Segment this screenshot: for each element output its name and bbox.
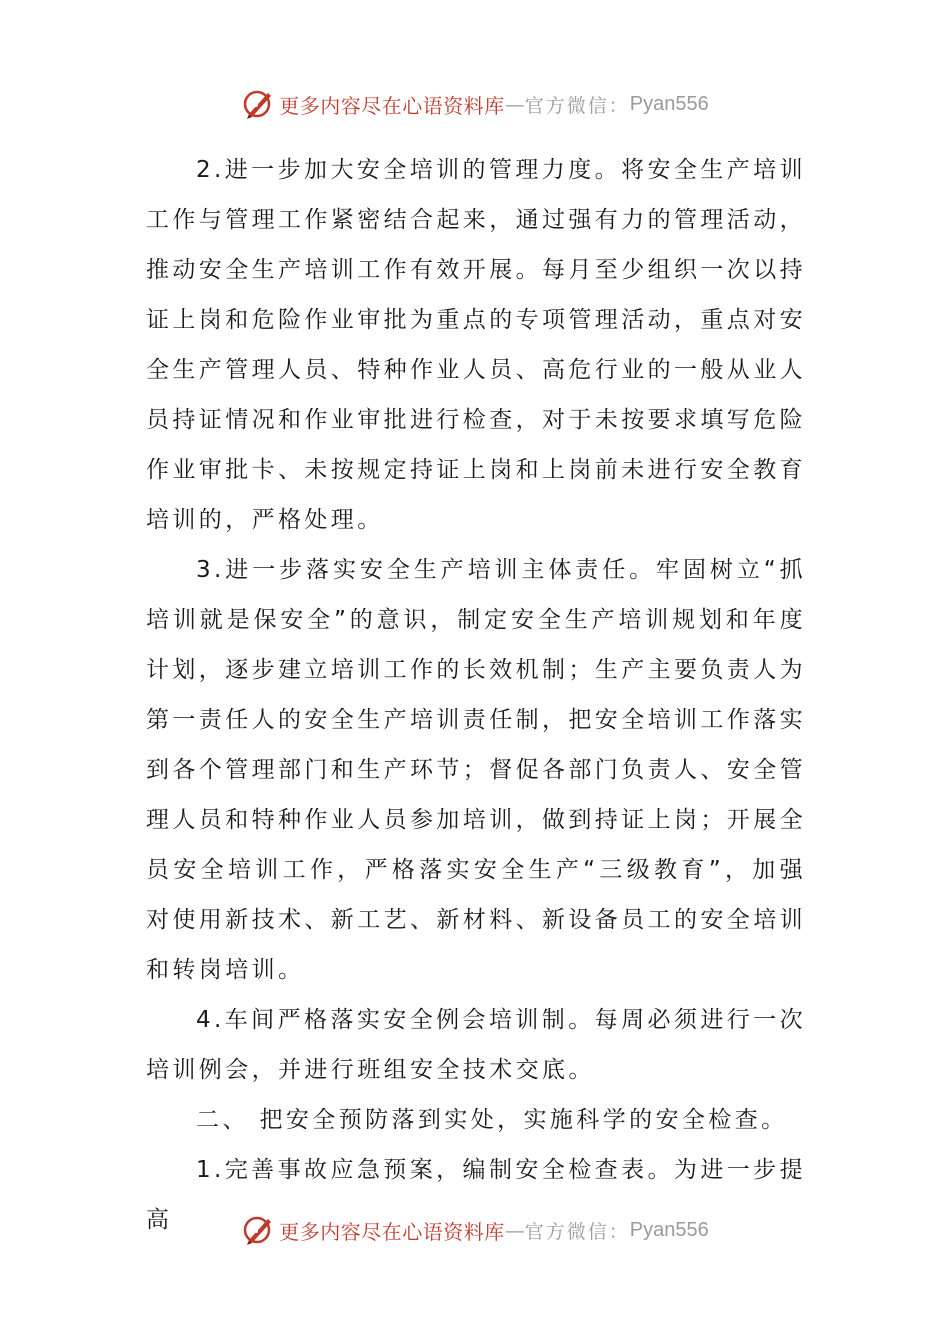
watermark-main-text: 更多内容尽在心语资料库 bbox=[279, 1219, 505, 1244]
paragraph-2: 3.进一步落实安全生产培训主体责任。牢固树立“抓培训就是保安全”的意识，制定安全生产培训规划和年度计划，逐步建立培训工作的长效机制；生产主要负责人为第一责任人的安全生产培训责任制，把安全培训工作落实到各个管理部门和生产环节；督促各部门负责人、安全管理人员和特种作业人员参加培训，做到持证上岗；开展全员安全培训工作，严格落实安全生产“三级教育”，加强对使用新技术、新工艺、新材料、新设备员工的安全培训和转岗培训。 bbox=[146, 557, 806, 983]
paragraph-1: 2.进一步加大安全培训的管理力度。将安全生产培训工作与管理工作紧密结合起来，通过强有力的管理活动，推动安全生产培训工作有效开展。每月至少组织一次以持证上岗和危险作业审批为重点的专项管理活动，重点对安全生产管理人员、特种作业人员、高危行业的一般从业人员持证情况和作业审批进行检查，对于未按要求填写危险作业审批卡、未按规定持证上岗和上岗前未进行安全教育培训的，严格处理。 bbox=[146, 157, 806, 533]
watermark-main-text: 更多内容尽在心语资料库 bbox=[279, 93, 505, 118]
watermark-wechat-label: 官方微信： bbox=[524, 94, 630, 117]
watermark-separator: — bbox=[504, 1218, 525, 1242]
document-body bbox=[146, 145, 806, 1245]
pen-logo-icon bbox=[241, 1213, 275, 1247]
watermark-banner-bottom bbox=[0, 1210, 950, 1250]
watermark-wechat-id: Pyan556 bbox=[629, 1218, 709, 1241]
paragraph-4: 1.完善事故应急预案，编制安全检查表。为进一步提高 bbox=[146, 1157, 806, 1233]
paragraph-3: 4.车间严格落实安全例会培训制。每周必须进行一次培训例会，并进行班组安全技术交底。 bbox=[146, 1007, 806, 1083]
watermark-wechat-id: Pyan556 bbox=[629, 92, 709, 115]
watermark-wechat-label: 官方微信： bbox=[524, 1220, 630, 1243]
section-heading: 二、 把安全预防落到实处，实施科学的安全检查。 bbox=[196, 1107, 788, 1133]
pen-logo-icon bbox=[241, 87, 275, 121]
watermark-banner-top bbox=[0, 84, 950, 124]
watermark-separator: — bbox=[504, 92, 525, 116]
